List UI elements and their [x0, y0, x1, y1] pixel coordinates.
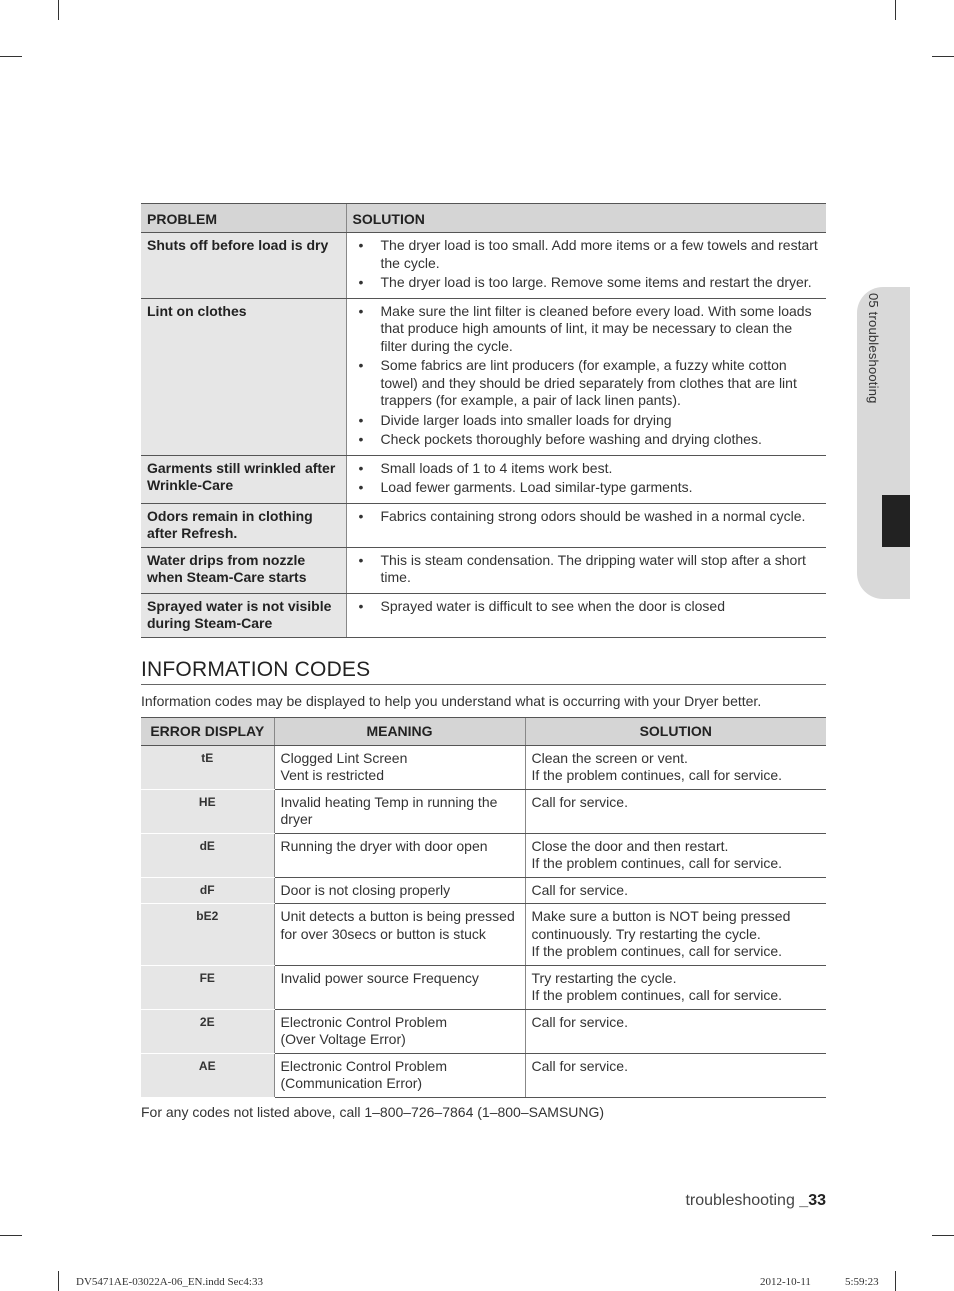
crop-mark: [0, 56, 22, 57]
table-header-row: [141, 204, 826, 233]
crop-mark: [58, 1271, 59, 1291]
table-row: [141, 298, 826, 455]
solution-item: • The dryer load is too large. Remove some items and restart the dryer.: [353, 274, 821, 292]
table-row: [141, 455, 826, 503]
solution-cell: [346, 503, 826, 547]
column-header: SOLUTION: [525, 717, 826, 745]
error-code-cell: bE2: [141, 904, 274, 966]
solution-item: • Sprayed water is difficult to see when the door is closed: [353, 598, 821, 616]
solution-cell: [525, 833, 826, 877]
solution-item: • Load fewer garments. Load similar-type garments.: [353, 479, 821, 497]
error-code-cell: HE: [141, 789, 274, 833]
troubleshooting-table: [141, 203, 826, 638]
print-slug-time: 5:59:23: [845, 1276, 879, 1288]
crop-mark: [895, 1271, 896, 1291]
error-code-cell: AE: [141, 1053, 274, 1097]
solution-line: Close the door and then restart.: [531, 837, 729, 854]
solution-cell: [525, 1053, 826, 1097]
table-row: [141, 593, 826, 637]
table-row: [141, 789, 826, 833]
meaning-line: Vent is restricted: [280, 767, 384, 783]
solution-list: [353, 508, 821, 526]
meaning-cell: [274, 1009, 525, 1053]
table-row: [141, 547, 826, 593]
meaning-line: Invalid heating Temp in running the dryer: [280, 793, 498, 827]
print-slug-file: DV5471AE-03022A-06_EN.indd Sec4:33: [76, 1276, 263, 1288]
solution-line: Call for service.: [531, 793, 628, 810]
crop-mark: [58, 0, 59, 20]
solution-item: • Small loads of 1 to 4 items work best.: [353, 460, 821, 478]
meaning-line: Door is not closing properly: [280, 881, 451, 898]
table-row: [141, 904, 826, 966]
table-row: [141, 1053, 826, 1097]
chapter-tab-label: 05 troubleshooting: [866, 293, 881, 404]
error-code-cell: 2E: [141, 1009, 274, 1053]
section-intro: Information codes may be displayed to help you understand what is occurring with your Dryer better.: [141, 692, 762, 709]
solution-list: [353, 598, 821, 616]
solution-list: [353, 303, 821, 449]
solution-list: [353, 460, 821, 497]
error-code-cell: FE: [141, 965, 274, 1009]
problem-cell: Water drips from nozzle when Steam-Care starts: [141, 547, 346, 593]
meaning-cell: [274, 965, 525, 1009]
solution-item: • Fabrics containing strong odors should be washed in a normal cycle.: [353, 508, 821, 526]
column-header: PROBLEM: [141, 204, 346, 233]
column-header: ERROR DISPLAY: [141, 717, 274, 745]
solution-cell: [525, 877, 826, 904]
meaning-cell: [274, 789, 525, 833]
solution-line: If the problem continues, call for service.: [531, 855, 783, 871]
solution-cell: [346, 547, 826, 593]
solution-item: • Some fabrics are lint producers (for example, a fuzzy white cotton towel) and they should be dried separately from clothes that are lint trappers (for example, a pair of lack linen pants).: [353, 357, 821, 410]
meaning-cell: [274, 904, 525, 966]
meaning-cell: [274, 745, 525, 789]
crop-mark: [0, 1235, 22, 1236]
solution-line: Call for service.: [531, 1057, 628, 1074]
solution-cell: [346, 455, 826, 503]
crop-mark: [895, 0, 896, 20]
information-codes-table: [141, 717, 826, 1098]
table-row: [141, 1009, 826, 1053]
page-section-name: troubleshooting: [685, 1192, 800, 1209]
solution-list: [353, 237, 821, 292]
meaning-line: Running the dryer with door open: [280, 837, 488, 854]
solution-line: Clean the screen or vent.: [531, 749, 688, 766]
table-row: [141, 833, 826, 877]
column-header: MEANING: [274, 717, 525, 745]
meaning-line: Clogged Lint Screen: [280, 749, 408, 766]
solution-line: If the problem continues, call for service.: [531, 767, 783, 783]
problem-cell: Odors remain in clothing after Refresh.: [141, 503, 346, 547]
table-row: [141, 877, 826, 904]
meaning-line: Unit detects a button is being pressed for over 30secs or button is stuck: [280, 908, 515, 942]
meaning-line: Electronic Control Problem: [280, 1057, 448, 1074]
solution-item: • This is steam condensation. The dripping water will stop after a short time.: [353, 552, 821, 587]
meaning-line: Electronic Control Problem: [280, 1013, 448, 1030]
meaning-cell: [274, 833, 525, 877]
meaning-line: (Communication Error): [280, 1075, 423, 1091]
solution-cell: [346, 593, 826, 637]
solution-item: • Check pockets thoroughly before washing and drying clothes.: [353, 431, 821, 449]
chapter-tab-marker: [882, 495, 910, 547]
solution-list: [353, 552, 821, 587]
meaning-line: Invalid power source Frequency: [280, 969, 479, 986]
solution-line: Make sure a button is NOT being pressed continuously. Try restarting the cycle.: [531, 908, 791, 942]
section-title: INFORMATION CODES: [141, 658, 826, 685]
solution-cell: [525, 904, 826, 966]
solution-cell: [525, 789, 826, 833]
column-header: SOLUTION: [346, 204, 826, 233]
problem-cell: Lint on clothes: [141, 298, 346, 455]
solution-cell: [525, 1009, 826, 1053]
solution-item: • Divide larger loads into smaller loads for drying: [353, 412, 821, 430]
table-row: [141, 745, 826, 789]
solution-line: Try restarting the cycle.: [531, 969, 677, 986]
problem-cell: Sprayed water is not visible during Steam-Care: [141, 593, 346, 637]
solution-cell: [525, 965, 826, 1009]
meaning-cell: [274, 877, 525, 904]
solution-cell: [525, 745, 826, 789]
page-number: [685, 1192, 826, 1210]
solution-item: • Make sure the lint filter is cleaned before every load. With some loads that produce high amounts of lint, it may be necessary to clean the filter during the cycle.: [353, 303, 821, 356]
print-slug-date: 2012-10-11: [760, 1276, 811, 1288]
meaning-line: (Over Voltage Error): [280, 1031, 406, 1047]
error-code-cell: dF: [141, 877, 274, 904]
meaning-cell: [274, 1053, 525, 1097]
solution-line: If the problem continues, call for service.: [531, 987, 783, 1003]
solution-cell: [346, 233, 826, 299]
table-header-row: [141, 717, 826, 745]
solution-item: • The dryer load is too small. Add more items or a few towels and restart the cycle.: [353, 237, 821, 272]
crop-mark: [932, 1235, 954, 1236]
solution-line: Call for service.: [531, 881, 628, 898]
problem-cell: Shuts off before load is dry: [141, 233, 346, 299]
error-code-cell: tE: [141, 745, 274, 789]
table-row: [141, 233, 826, 299]
codes-footer-note: For any codes not listed above, call 1–800–726–7864 (1–800–SAMSUNG): [141, 1103, 605, 1120]
problem-cell: Garments still wrinkled after Wrinkle-Care: [141, 455, 346, 503]
table-row: [141, 965, 826, 1009]
page-content: [141, 203, 826, 1120]
table-row: [141, 503, 826, 547]
page-number-value: _33: [799, 1192, 826, 1209]
crop-mark: [932, 56, 954, 57]
solution-cell: [346, 298, 826, 455]
solution-line: Call for service.: [531, 1013, 628, 1030]
solution-line: If the problem continues, call for service.: [531, 943, 783, 959]
error-code-cell: dE: [141, 833, 274, 877]
